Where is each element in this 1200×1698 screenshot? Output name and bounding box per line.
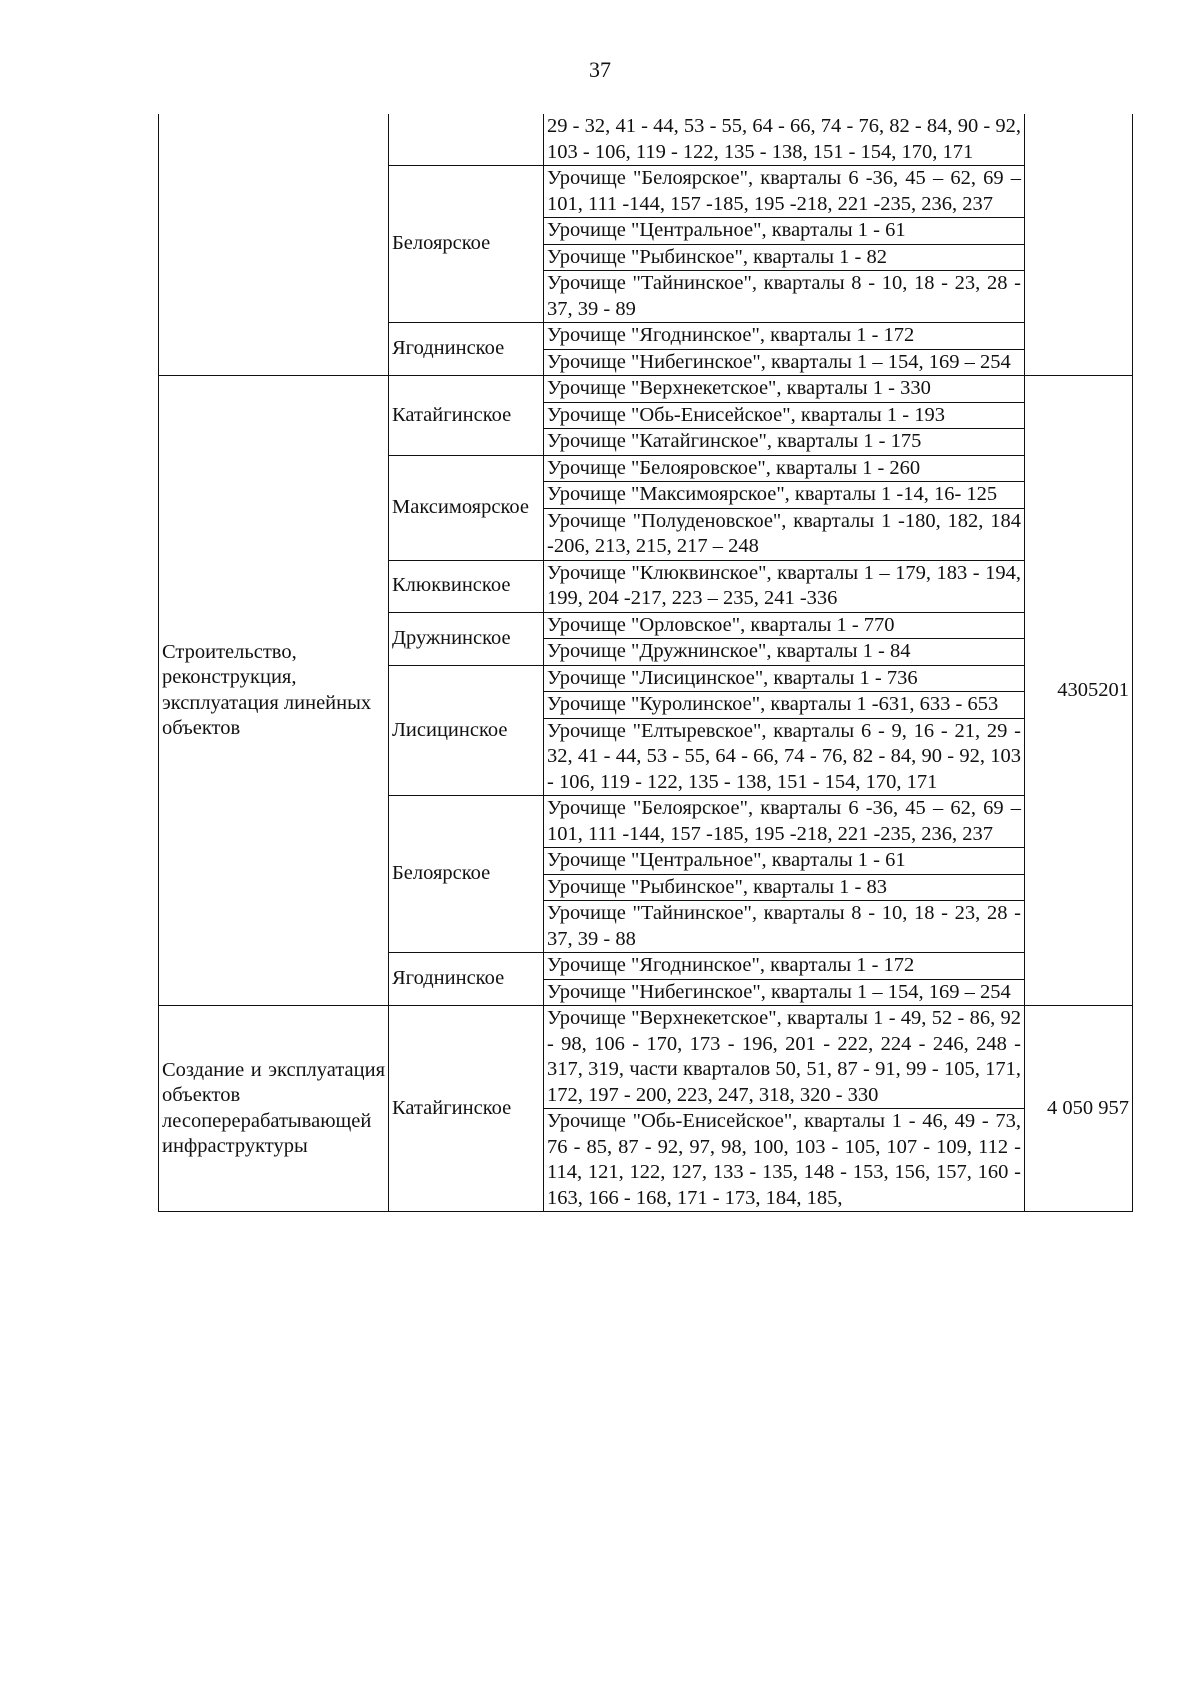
district-cell: Дружнинское	[389, 612, 544, 665]
location-cell: Урочище "Максимоярское", кварталы 1 -14, 16- 125	[544, 482, 1025, 509]
district-cell: Катайгинское	[389, 1006, 544, 1212]
district-cell: Белоярское	[389, 166, 544, 323]
location-cell: Урочище "Тайнинское", кварталы 8 - 10, 18 - 23, 28 - 37, 39 - 89	[544, 271, 1025, 323]
district-cell	[389, 114, 544, 166]
location-cell: Урочище "Дружнинское", кварталы 1 - 84	[544, 639, 1025, 666]
forest-use-table	[158, 114, 1133, 1212]
location-cell: Урочище "Белоярское", кварталы 6 -36, 45 – 62, 69 – 101, 111 -144, 157 -185, 195 -218, 221 -235, 236, 237	[544, 796, 1025, 848]
location-cell: 29 - 32, 41 - 44, 53 - 55, 64 - 66, 74 - 76, 82 - 84, 90 - 92, 103 - 106, 119 - 122, 135 - 138, 151 - 154, 170, 171	[544, 114, 1025, 166]
district-cell: Максимоярское	[389, 455, 544, 560]
table-row	[159, 1006, 1133, 1109]
purpose-cell	[159, 114, 389, 376]
district-cell: Катайгинское	[389, 376, 544, 456]
table-row	[159, 114, 1133, 166]
area-cell: 4305201	[1025, 376, 1133, 1006]
location-cell: Урочище "Рыбинское", кварталы 1 - 82	[544, 244, 1025, 271]
location-cell: Урочище "Центральное", кварталы 1 - 61	[544, 218, 1025, 245]
location-cell: Урочище "Клюквинское", кварталы 1 – 179, 183 - 194, 199, 204 -217, 223 – 235, 241 -336	[544, 560, 1025, 612]
purpose-cell: Создание и эксплуатация объектов лесоперерабатывающей инфраструктуры	[159, 1006, 389, 1212]
location-cell: Урочище "Ягоднинское", кварталы 1 - 172	[544, 323, 1025, 350]
location-cell: Урочище "Орловское", кварталы 1 - 770	[544, 612, 1025, 639]
location-cell: Урочище "Елтыревское", кварталы 6 - 9, 16 - 21, 29 - 32, 41 - 44, 53 - 55, 64 - 66, 74 - 76, 82 - 84, 90 - 92, 103 - 106, 119 - 122, 135 - 138, 151 - 154, 170, 171	[544, 718, 1025, 796]
location-cell: Урочище "Катайгинское", кварталы 1 - 175	[544, 429, 1025, 456]
location-cell: Урочище "Ягоднинское", кварталы 1 - 172	[544, 953, 1025, 980]
location-cell: Урочище "Полуденовское", кварталы 1 -180, 182, 184 -206, 213, 215, 217 – 248	[544, 508, 1025, 560]
area-cell: 4 050 957	[1025, 1006, 1133, 1212]
district-cell: Белоярское	[389, 796, 544, 953]
page-number: 37	[589, 57, 611, 82]
location-cell: Урочище "Куролинское", кварталы 1 -631, 633 - 653	[544, 692, 1025, 719]
location-cell: Урочище "Белоярское", кварталы 6 -36, 45 – 62, 69 – 101, 111 -144, 157 -185, 195 -218, 221 -235, 236, 237	[544, 166, 1025, 218]
table-body	[159, 114, 1133, 1212]
district-cell: Ягоднинское	[389, 953, 544, 1006]
area-cell	[1025, 114, 1133, 376]
location-cell: Урочище "Верхнекетское", кварталы 1 - 330	[544, 376, 1025, 403]
location-cell: Урочище "Тайнинское", кварталы 8 - 10, 18 - 23, 28 - 37, 39 - 88	[544, 901, 1025, 953]
district-cell: Лисицинское	[389, 665, 544, 796]
table-row	[159, 376, 1133, 403]
location-cell: Урочище "Белояровское", кварталы 1 - 260	[544, 455, 1025, 482]
location-cell: Урочище "Центральное", кварталы 1 - 61	[544, 848, 1025, 875]
district-cell: Ягоднинское	[389, 323, 544, 376]
location-cell: Урочище "Лисицинское", кварталы 1 - 736	[544, 665, 1025, 692]
location-cell: Урочище "Обь-Енисейское", кварталы 1 - 46, 49 - 73, 76 - 85, 87 - 92, 97, 98, 100, 103 - 105, 107 - 109, 112 - 114, 121, 122, 127, 133 - 135, 148 - 153, 156, 157, 160 - 163, 166 - 168, 171 - 173, 184, 185,	[544, 1109, 1025, 1212]
district-cell: Клюквинское	[389, 560, 544, 612]
location-cell: Урочище "Нибегинское", кварталы 1 – 154, 169 – 254	[544, 349, 1025, 376]
location-cell: Урочище "Нибегинское", кварталы 1 – 154, 169 – 254	[544, 979, 1025, 1006]
location-cell: Урочище "Верхнекетское", кварталы 1 - 49, 52 - 86, 92 - 98, 106 - 170, 173 - 196, 201 - 222, 224 - 246, 248 - 317, 319, части кварталов 50, 51, 87 - 91, 99 - 105, 171, 172, 197 - 200, 223, 247, 318, 320 - 330	[544, 1006, 1025, 1109]
location-cell: Урочище "Обь-Енисейское", кварталы 1 - 193	[544, 402, 1025, 429]
purpose-cell: Строительство, реконструкция, эксплуатация линейных объектов	[159, 376, 389, 1006]
location-cell: Урочище "Рыбинское", кварталы 1 - 83	[544, 874, 1025, 901]
